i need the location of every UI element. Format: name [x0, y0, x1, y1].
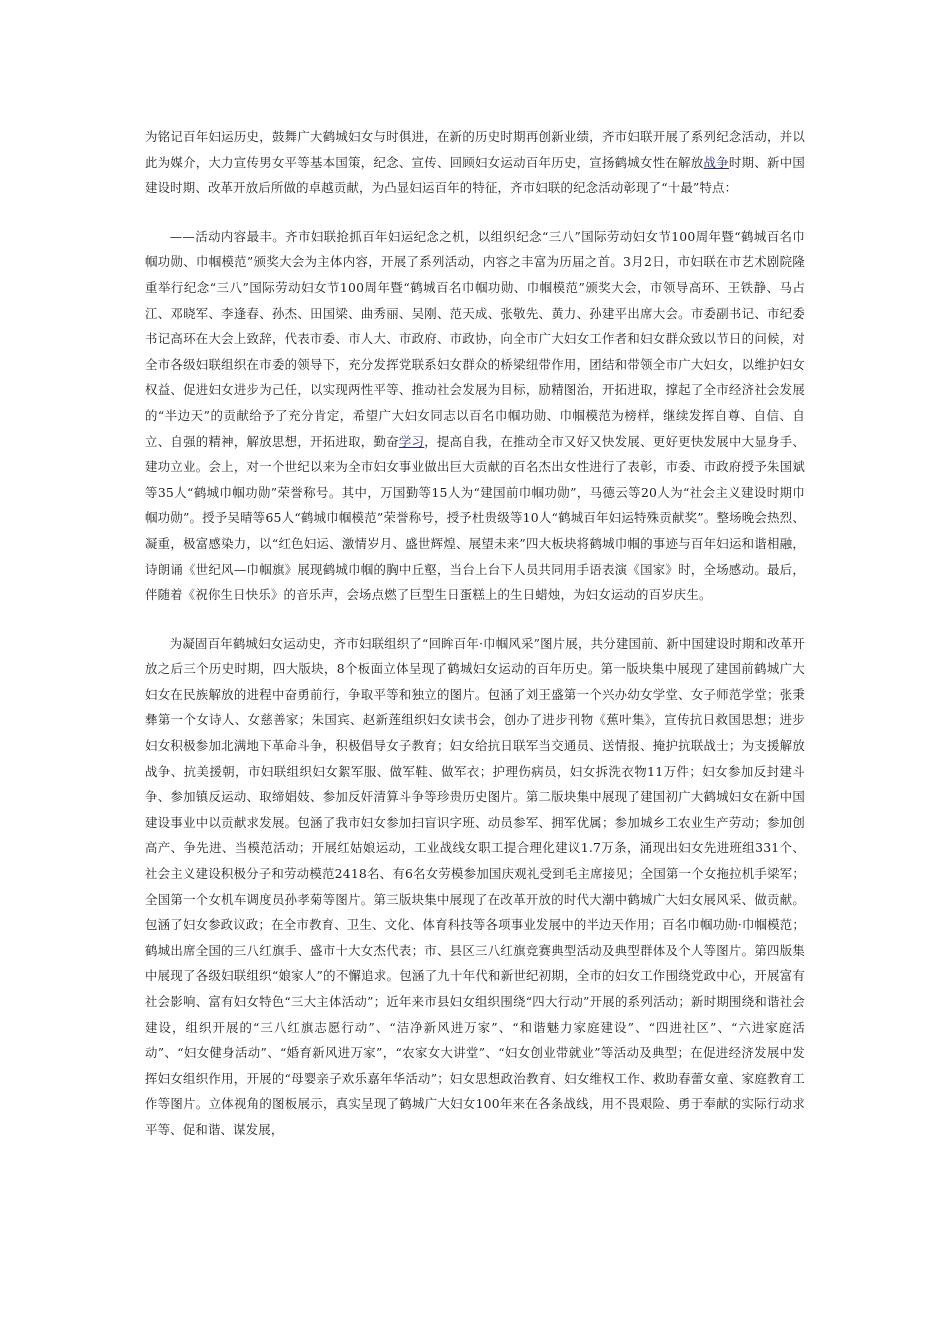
paragraph-intro-text-a: 为铭记百年妇运历史，鼓舞广大鹤城妇女与时俱进，在新的历史时期再创新业绩，齐市妇联开展了系列纪念活动，并以此为媒介，大力宣传男女平等基本国策，纪念、宣传、回顾妇女运动百年历史，宣扬鹤城女性在解放: [145, 129, 805, 170]
paragraph-intro-text-b: 时期、新中国建设时期、改革开放后所做的卓越贡献，为凸显妇运百年的特征，齐市妇联的纪念活动彰现了“十最”特点：: [145, 154, 805, 196]
paragraph-activity-text-b: ，提高自我，在推动全市又好又快发展、更好更快发展中大显身手、建功立业。会上，对一个世纪以来为全市妇女事业做出巨大贡献的百名杰出女性进行了表彰，市委、市政府授予朱国斌等35人“鹤城巾帼功勋”荣誉称号。其中，万国勤等15人为“建国前巾帼功勋”，马德云等20人为“社会主义建设时期巾帼功勋”。授予吴晴等65人“鹤城巾帼模范”荣誉称号，授予杜贵级等10人“鹤城百年妇运特殊贡献奖”。整场晚会热烈、凝重，极富感染力，以“红色妇运、激情岁月、盛世辉煌、展望未来”四大板块将鹤城巾帼的事迹与百年妇运和谐相融，诗朗诵《世纪风—巾帼旗》展现鹤城巾帼的胸中丘壑，当台上台下人员共同用手语表演《国家》时，全场感动。最后，伴随着《祝你生日快乐》的音乐声，会场点燃了巨型生日蛋糕上的生日蜡烛，为妇女运动的百岁庆生。: [145, 433, 806, 603]
link-zhanzheng[interactable]: 战争: [703, 154, 729, 170]
paragraph-gap: [145, 608, 805, 631]
paragraph-photo-exhibition: 为凝固百年鹤城妇女运动史，齐市妇联组织了“回眸百年·巾帼风采”图片展，共分建国前、新中国建设时期和改革开放之后三个历史时期，四大版块，8个板面立体呈现了鹤城妇女运动的百年历史。第一版块集中展现了建国前鹤城广大妇女在民族解放的进程中奋勇前行，争取平等和独立的图片。包涵了刘王盛第一个兴办幼女学堂、女子师范学堂；张秉彝第一个女诗人、女慈善家；朱国宾、赵新莲组织妇女读书会，创办了进步刊物《蕉叶集》，宣传抗日救国思想；进步妇女积极参加北满地下革命斗争，积极倡导女子教育；妇女给抗日联军当交通员、送情报、掩护抗联战士；为支援解放战争、抗美援朝，市妇联组织妇女絮军服、做军鞋、做军衣；护理伤病员，妇女拆洗衣物11万件；妇女参加反封建斗争、参加镇反运动、取缔娼妓、参加反奸清算斗争等珍贵历史图片。第二版块集中展现了建国初广大鹤城妇女在新中国建设事业中以贡献求发展。包涵了我市妇女参加扫盲识字班、动员参军、拥军优属；参加城乡工农业生产劳动；参加创高产、争先进、当模范活动；开展红姑娘运动，工业战线女职工提合理化建议1.7万条，涌现出妇女先进班组331个、社会主义建设积极分子和劳动模范2418名、有6名女劳模参加国庆观礼受到毛主席接见；全国第一个女拖拉机手梁军；全国第一个女机车调度员孙孝菊等图片。第三版块集中展现了在改革开放的时代大潮中鹤城广大妇女展风采、做贡献。包涵了妇女参政议政；在全市教育、卫生、文化、体育科技等各项事业发展中的半边天作用；百名巾帼功勋·巾帼模范；鹤城出席全国的三八红旗手、盛市十大女杰代表；市、县区三八红旗竞赛典型活动及典型群体及个人等图片。第四版集中展现了各级妇联组织“娘家人”的不懈追求。包涵了九十年代和新世纪初期，全市的妇女工作围绕党政中心，开展富有社会影响、富有妇女特色“三大主体活动”；近年来市县妇女组织围绕“四大行动”开展的系列活动；新时期围绕和谐社会建设，组织开展的“三八红旗志愿行动”、“洁净新风进万家”、“和谐魅力家庭建设”、“四进社区”、“六进家庭活动”、“妇女健身活动”、“婚育新风进万家”，“农家女大讲堂”、“妇女创业带就业”等活动及典型；在促进经济发展中发挥妇女组织作用，开展的“母婴亲子欢乐嘉年华活动”；妇女思想政治教育、妇女维权工作、救助春蕾女童、家庭教育工作等图片。立体视角的图板展示，真实呈现了鹤城广大妇女100年来在各条战线，用不畏艰险、勇于奉献的实际行动求平等、促和谐、谋发展，: [145, 635, 805, 1137]
paragraph-activity-content: [145, 224, 805, 608]
document-body: [145, 124, 805, 1143]
paragraph-intro: [145, 124, 805, 201]
paragraph-activity-text-a: ——活动内容最丰。齐市妇联抢抓百年妇运纪念之机，以组织纪念“三八”国际劳动妇女节100周年暨“鹤城百名巾帼功勋、巾帼模范”颁奖大会为主体内容，开展了系列活动，内容之丰富为历届之首。3月2日，市妇联在市艺术剧院隆重举行纪念“三八”国际劳动妇女节100周年暨“鹤城百名巾帼功勋、巾帼模范”颁奖大会，市领导高环、王铁静、马占江、邓晓军、李逢春、孙杰、田国梁、曲秀丽、吴刚、范天成、张敬先、黄力、孙建平出席大会。市委副书记、市纪委书记高环在大会上致辞，代表市委、市人大、市政府、市政协，向全市广大妇女工作者和妇女群众致以节日的问候，对全市各级妇联组织在市委的领导下，充分发挥党联系妇女群众的桥梁纽带作用，团结和带领全市广大妇女，以维护妇女权益、促进妇女进步为己任，以实现两性平等、推动社会发展为目标，励精图治，开拓进取，撑起了全市经济社会发展的“半边天”的贡献给予了充分肯定，希望广大妇女同志以百名巾帼功勋、巾帼模范为榜样，继续发挥自尊、自信、自立、自强的精神，解放思想，开拓进取，勤奋: [145, 228, 805, 449]
link-xuexi[interactable]: 学习: [398, 433, 425, 449]
paragraph-gap: [145, 201, 805, 224]
